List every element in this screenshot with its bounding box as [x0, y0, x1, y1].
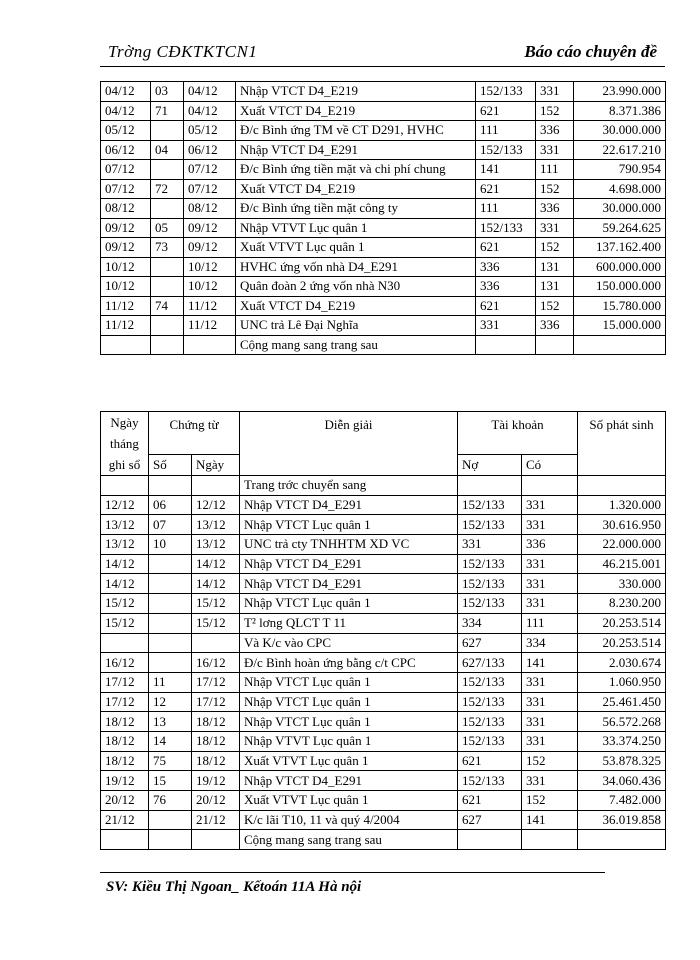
cell-voucher-no [151, 277, 184, 297]
cell-description: Xuất VTVT Lục quân 1 [236, 238, 476, 258]
cell-description: K/c lãi T10, 11 và quý 4/2004 [240, 810, 458, 830]
cell-voucher-date [192, 476, 240, 496]
cell-voucher-date: 11/12 [184, 296, 236, 316]
cell-amount: 30.000.000 [574, 121, 666, 141]
cell-debit: 152/133 [458, 731, 522, 751]
page-header [100, 38, 665, 68]
cell-description: Đ/c Bình hoàn ứng bằng c/t CPC [240, 653, 458, 673]
header-voucher: Chứng từ [149, 412, 240, 455]
cell-description: Nhập VTCT D4_E291 [240, 495, 458, 515]
table-row [101, 121, 666, 141]
cell-date: 17/12 [101, 672, 149, 692]
cell-voucher-date: 14/12 [192, 554, 240, 574]
table-row [101, 672, 666, 692]
table-row [101, 515, 666, 535]
cell-date: 14/12 [101, 574, 149, 594]
cell-voucher-no: 13 [149, 712, 192, 732]
cell-amount [578, 830, 666, 850]
cell-voucher-no [149, 476, 192, 496]
cell-credit: 331 [536, 82, 574, 102]
cell-voucher-date: 18/12 [192, 731, 240, 751]
cell-voucher-no: 03 [151, 82, 184, 102]
cell-amount: 23.990.000 [574, 82, 666, 102]
cell-date [101, 476, 149, 496]
cell-credit: 331 [522, 672, 578, 692]
cell-credit: 331 [536, 218, 574, 238]
table-row [101, 257, 666, 277]
report-title: Báo cáo chuyên đề [524, 42, 657, 61]
table-row [101, 751, 666, 771]
cell-amount: 20.253.514 [578, 633, 666, 653]
table-row [101, 653, 666, 673]
cell-description: Quân đoàn 2 ứng vốn nhà N30 [236, 277, 476, 297]
cell-credit: 152 [536, 238, 574, 258]
cell-voucher-date: 15/12 [192, 594, 240, 614]
cell-credit: 331 [522, 594, 578, 614]
cell-date: 21/12 [101, 810, 149, 830]
cell-debit: 152/133 [476, 82, 536, 102]
cell-date: 17/12 [101, 692, 149, 712]
cell-debit: 152/133 [458, 574, 522, 594]
table-row [101, 316, 666, 336]
cell-credit: 331 [522, 495, 578, 515]
cell-date: 18/12 [101, 712, 149, 732]
cell-voucher-no [151, 121, 184, 141]
cell-description: Xuất VTCT D4_E219 [236, 101, 476, 121]
cell-description: Nhập VTCT D4_E291 [240, 771, 458, 791]
cell-amount: 22.000.000 [578, 535, 666, 555]
cell-amount: 30.616.950 [578, 515, 666, 535]
footer-author: SV: Kiều Thị Ngoan_ Kếtoán 11A Hà nội [106, 879, 362, 895]
cell-voucher-date: 17/12 [192, 692, 240, 712]
cell-amount: 46.215.001 [578, 554, 666, 574]
cell-voucher-no [149, 810, 192, 830]
cell-debit [476, 335, 536, 355]
cell-description: Cộng mang sang trang sau [240, 830, 458, 850]
cell-debit: 152/133 [458, 594, 522, 614]
cell-date [101, 830, 149, 850]
cell-description: UNC trả cty TNHHTM XD VC [240, 535, 458, 555]
cell-debit: 152/133 [476, 140, 536, 160]
cell-credit: 131 [536, 257, 574, 277]
cell-amount: 330.000 [578, 574, 666, 594]
cell-description: HVHC ứng vốn nhà D4_E291 [236, 257, 476, 277]
cell-date: 07/12 [101, 160, 151, 180]
cell-date: 09/12 [101, 238, 151, 258]
cell-voucher-no [151, 160, 184, 180]
cell-credit: 331 [522, 771, 578, 791]
cell-credit: 152 [522, 791, 578, 811]
table-row [101, 633, 666, 653]
cell-amount: 25.461.450 [578, 692, 666, 712]
cell-description: Trang trớc chuyển sang [240, 476, 458, 496]
cell-date: 11/12 [101, 316, 151, 336]
cell-voucher-date: 10/12 [184, 257, 236, 277]
cell-debit: 152/133 [458, 672, 522, 692]
cell-amount: 2.030.674 [578, 653, 666, 673]
cell-amount: 1.320.000 [578, 495, 666, 515]
cell-amount: 53.878.325 [578, 751, 666, 771]
cell-date: 14/12 [101, 554, 149, 574]
cell-amount: 600.000.000 [574, 257, 666, 277]
cell-amount: 59.264.625 [574, 218, 666, 238]
table-row [101, 771, 666, 791]
header-description: Diễn giải [240, 412, 458, 476]
cell-debit: 331 [476, 316, 536, 336]
cell-date: 09/12 [101, 218, 151, 238]
cell-description: UNC trả Lê Đại Nghĩa [236, 316, 476, 336]
cell-credit: 152 [536, 179, 574, 199]
cell-credit: 152 [522, 751, 578, 771]
cell-voucher-no: 74 [151, 296, 184, 316]
cell-debit: 627 [458, 810, 522, 830]
cell-voucher-date: 07/12 [184, 179, 236, 199]
page-footer [100, 872, 605, 896]
cell-description: Nhập VTCT D4_E291 [240, 574, 458, 594]
cell-voucher-date: 13/12 [192, 535, 240, 555]
cell-credit: 336 [536, 121, 574, 141]
cell-description: Đ/c Bình ứng tiền mặt công ty [236, 199, 476, 219]
cell-voucher-no [151, 199, 184, 219]
cell-amount: 15.000.000 [574, 316, 666, 336]
cell-amount: 15.780.000 [574, 296, 666, 316]
cell-debit: 627/133 [458, 653, 522, 673]
cell-credit [522, 830, 578, 850]
cell-debit [458, 830, 522, 850]
cell-amount: 150.000.000 [574, 277, 666, 297]
cell-debit: 152/133 [458, 495, 522, 515]
cell-date: 07/12 [101, 179, 151, 199]
cell-date: 08/12 [101, 199, 151, 219]
cell-voucher-no: 73 [151, 238, 184, 258]
cell-voucher-date: 17/12 [192, 672, 240, 692]
cell-amount: 137.162.400 [574, 238, 666, 258]
cell-credit: 331 [522, 712, 578, 732]
table-row [101, 296, 666, 316]
cell-amount: 7.482.000 [578, 791, 666, 811]
cell-description: Cộng mang sang trang sau [236, 335, 476, 355]
cell-voucher-date: 07/12 [184, 160, 236, 180]
cell-debit: 621 [476, 238, 536, 258]
cell-voucher-date: 04/12 [184, 82, 236, 102]
table-row [101, 101, 666, 121]
cell-description: Nhập VTCT Lục quân 1 [240, 594, 458, 614]
cell-voucher-no: 05 [151, 218, 184, 238]
cell-description: Nhập VTCT Lục quân 1 [240, 692, 458, 712]
cell-description: Xuất VTVT Lục quân 1 [240, 791, 458, 811]
cell-debit: 111 [476, 199, 536, 219]
cell-debit: 152/133 [458, 692, 522, 712]
cell-voucher-no [149, 554, 192, 574]
ledger-table-continued [100, 81, 666, 355]
cell-credit: 331 [522, 574, 578, 594]
header-voucher-no: Số [149, 455, 192, 476]
cell-voucher-no [149, 653, 192, 673]
cell-credit: 336 [536, 199, 574, 219]
table-row [101, 476, 666, 496]
table-row [101, 218, 666, 238]
cell-date: 06/12 [101, 140, 151, 160]
cell-voucher-no: 06 [149, 495, 192, 515]
table-row [101, 692, 666, 712]
table-row [101, 830, 666, 850]
cell-voucher-no: 72 [151, 179, 184, 199]
cell-debit: 336 [476, 257, 536, 277]
table-row [101, 199, 666, 219]
cell-voucher-date: 09/12 [184, 218, 236, 238]
cell-voucher-no: 14 [149, 731, 192, 751]
cell-voucher-no [151, 316, 184, 336]
cell-credit: 336 [522, 535, 578, 555]
cell-credit: 331 [522, 731, 578, 751]
cell-amount: 8.230.200 [578, 594, 666, 614]
cell-description: Xuất VTVT Lục quân 1 [240, 751, 458, 771]
cell-credit: 141 [522, 653, 578, 673]
cell-debit: 334 [458, 613, 522, 633]
cell-debit: 627 [458, 633, 522, 653]
cell-voucher-date: 05/12 [184, 121, 236, 141]
cell-description: Nhập VTCT Lục quân 1 [240, 712, 458, 732]
cell-date: 05/12 [101, 121, 151, 141]
header-divider [100, 66, 665, 67]
cell-credit: 111 [522, 613, 578, 633]
cell-debit: 111 [476, 121, 536, 141]
cell-voucher-date [192, 633, 240, 653]
cell-voucher-date: 19/12 [192, 771, 240, 791]
cell-debit: 152/133 [458, 515, 522, 535]
cell-voucher-date: 16/12 [192, 653, 240, 673]
cell-description: Xuất VTCT D4_E219 [236, 296, 476, 316]
cell-date: 16/12 [101, 653, 149, 673]
table-row [101, 335, 666, 355]
cell-debit: 621 [458, 791, 522, 811]
cell-amount [578, 476, 666, 496]
table-row [101, 574, 666, 594]
cell-description: Và K/c vào CPC [240, 633, 458, 653]
table-row [101, 791, 666, 811]
cell-voucher-no [151, 335, 184, 355]
school-name: Trờng CĐKTKTCN1 [108, 42, 258, 61]
table-row [101, 495, 666, 515]
cell-description: Nhập VTVT Lục quân 1 [236, 218, 476, 238]
cell-date: 11/12 [101, 296, 151, 316]
cell-date: 10/12 [101, 257, 151, 277]
cell-amount: 1.060.950 [578, 672, 666, 692]
cell-voucher-no [149, 613, 192, 633]
cell-amount: 30.000.000 [574, 199, 666, 219]
cell-voucher-date: 06/12 [184, 140, 236, 160]
table-row [101, 731, 666, 751]
cell-voucher-date [192, 830, 240, 850]
cell-date: 13/12 [101, 515, 149, 535]
cell-description: Nhập VTCT Lục quân 1 [240, 515, 458, 535]
table-row [101, 82, 666, 102]
cell-date: 04/12 [101, 101, 151, 121]
cell-voucher-date: 08/12 [184, 199, 236, 219]
cell-description: Nhập VTCT D4_E291 [236, 140, 476, 160]
cell-credit [522, 476, 578, 496]
cell-date: 13/12 [101, 535, 149, 555]
cell-voucher-date: 14/12 [192, 574, 240, 594]
table-row [101, 179, 666, 199]
cell-voucher-no [149, 633, 192, 653]
cell-voucher-date: 12/12 [192, 495, 240, 515]
cell-credit: 331 [522, 515, 578, 535]
cell-credit: 331 [536, 140, 574, 160]
table-row [101, 140, 666, 160]
cell-debit: 152/133 [458, 771, 522, 791]
cell-credit: 152 [536, 101, 574, 121]
cell-voucher-no: 10 [149, 535, 192, 555]
cell-voucher-date: 18/12 [192, 751, 240, 771]
cell-amount: 20.253.514 [578, 613, 666, 633]
header-account: Tài khoản [458, 412, 578, 455]
cell-credit: 141 [522, 810, 578, 830]
cell-amount: 8.371.386 [574, 101, 666, 121]
cell-description: Xuất VTCT D4_E219 [236, 179, 476, 199]
cell-description: Nhập VTCT D4_E219 [236, 82, 476, 102]
cell-debit: 152/133 [458, 712, 522, 732]
cell-amount: 790.954 [574, 160, 666, 180]
cell-debit: 621 [458, 751, 522, 771]
cell-credit: 334 [522, 633, 578, 653]
ledger-table [100, 411, 666, 850]
footer-divider [100, 872, 605, 873]
cell-date: 15/12 [101, 594, 149, 614]
table-row [101, 594, 666, 614]
cell-date: 12/12 [101, 495, 149, 515]
cell-voucher-no: 75 [149, 751, 192, 771]
cell-voucher-date [184, 335, 236, 355]
cell-voucher-date: 13/12 [192, 515, 240, 535]
cell-date: 20/12 [101, 791, 149, 811]
cell-date: 18/12 [101, 751, 149, 771]
cell-voucher-no: 12 [149, 692, 192, 712]
cell-debit [458, 476, 522, 496]
cell-voucher-date: 04/12 [184, 101, 236, 121]
cell-credit: 331 [522, 554, 578, 574]
cell-amount: 56.572.268 [578, 712, 666, 732]
cell-description: Đ/c Bình ứng TM về CT D291, HVHC [236, 121, 476, 141]
cell-voucher-date: 18/12 [192, 712, 240, 732]
cell-credit: 111 [536, 160, 574, 180]
table-row [101, 160, 666, 180]
cell-date: 18/12 [101, 731, 149, 751]
table-row [101, 277, 666, 297]
cell-amount: 34.060.436 [578, 771, 666, 791]
cell-credit: 336 [536, 316, 574, 336]
cell-voucher-no [149, 574, 192, 594]
cell-date: 15/12 [101, 613, 149, 633]
cell-date: 10/12 [101, 277, 151, 297]
cell-credit [536, 335, 574, 355]
table-row [101, 535, 666, 555]
cell-amount: 4.698.000 [574, 179, 666, 199]
cell-voucher-date: 21/12 [192, 810, 240, 830]
cell-credit: 331 [522, 692, 578, 712]
header-date: Ngày tháng ghi sổ [101, 412, 149, 476]
cell-debit: 152/133 [476, 218, 536, 238]
table-row [101, 810, 666, 830]
cell-voucher-no: 04 [151, 140, 184, 160]
cell-debit: 141 [476, 160, 536, 180]
header-credit: Có [522, 455, 578, 476]
cell-voucher-no [151, 257, 184, 277]
cell-date: 19/12 [101, 771, 149, 791]
cell-voucher-no [149, 830, 192, 850]
cell-debit: 331 [458, 535, 522, 555]
cell-debit: 621 [476, 296, 536, 316]
cell-debit: 621 [476, 101, 536, 121]
cell-amount: 36.019.858 [578, 810, 666, 830]
cell-voucher-no: 76 [149, 791, 192, 811]
cell-voucher-no: 15 [149, 771, 192, 791]
cell-debit: 152/133 [458, 554, 522, 574]
table-row [101, 613, 666, 633]
header-voucher-date: Ngày [192, 455, 240, 476]
cell-credit: 152 [536, 296, 574, 316]
table-row [101, 238, 666, 258]
cell-voucher-date: 10/12 [184, 277, 236, 297]
cell-amount [574, 335, 666, 355]
table-row [101, 554, 666, 574]
cell-date [101, 335, 151, 355]
cell-description: T² lơng QLCT T 11 [240, 613, 458, 633]
table-row [101, 712, 666, 732]
cell-amount: 33.374.250 [578, 731, 666, 751]
cell-voucher-no [149, 594, 192, 614]
cell-voucher-date: 11/12 [184, 316, 236, 336]
cell-description: Nhập VTCT Lục quân 1 [240, 672, 458, 692]
cell-voucher-date: 09/12 [184, 238, 236, 258]
header-debit: Nợ [458, 455, 522, 476]
cell-description: Đ/c Bình ứng tiền mặt và chi phí chung [236, 160, 476, 180]
cell-voucher-no: 11 [149, 672, 192, 692]
cell-voucher-no: 07 [149, 515, 192, 535]
cell-debit: 621 [476, 179, 536, 199]
cell-credit: 131 [536, 277, 574, 297]
header-amount: Số phát sinh [578, 412, 666, 476]
cell-debit: 336 [476, 277, 536, 297]
cell-description: Nhập VTVT Lục quân 1 [240, 731, 458, 751]
cell-voucher-date: 15/12 [192, 613, 240, 633]
cell-voucher-date: 20/12 [192, 791, 240, 811]
cell-voucher-no: 71 [151, 101, 184, 121]
cell-date [101, 633, 149, 653]
cell-description: Nhập VTCT D4_E291 [240, 554, 458, 574]
cell-amount: 22.617.210 [574, 140, 666, 160]
cell-date: 04/12 [101, 82, 151, 102]
